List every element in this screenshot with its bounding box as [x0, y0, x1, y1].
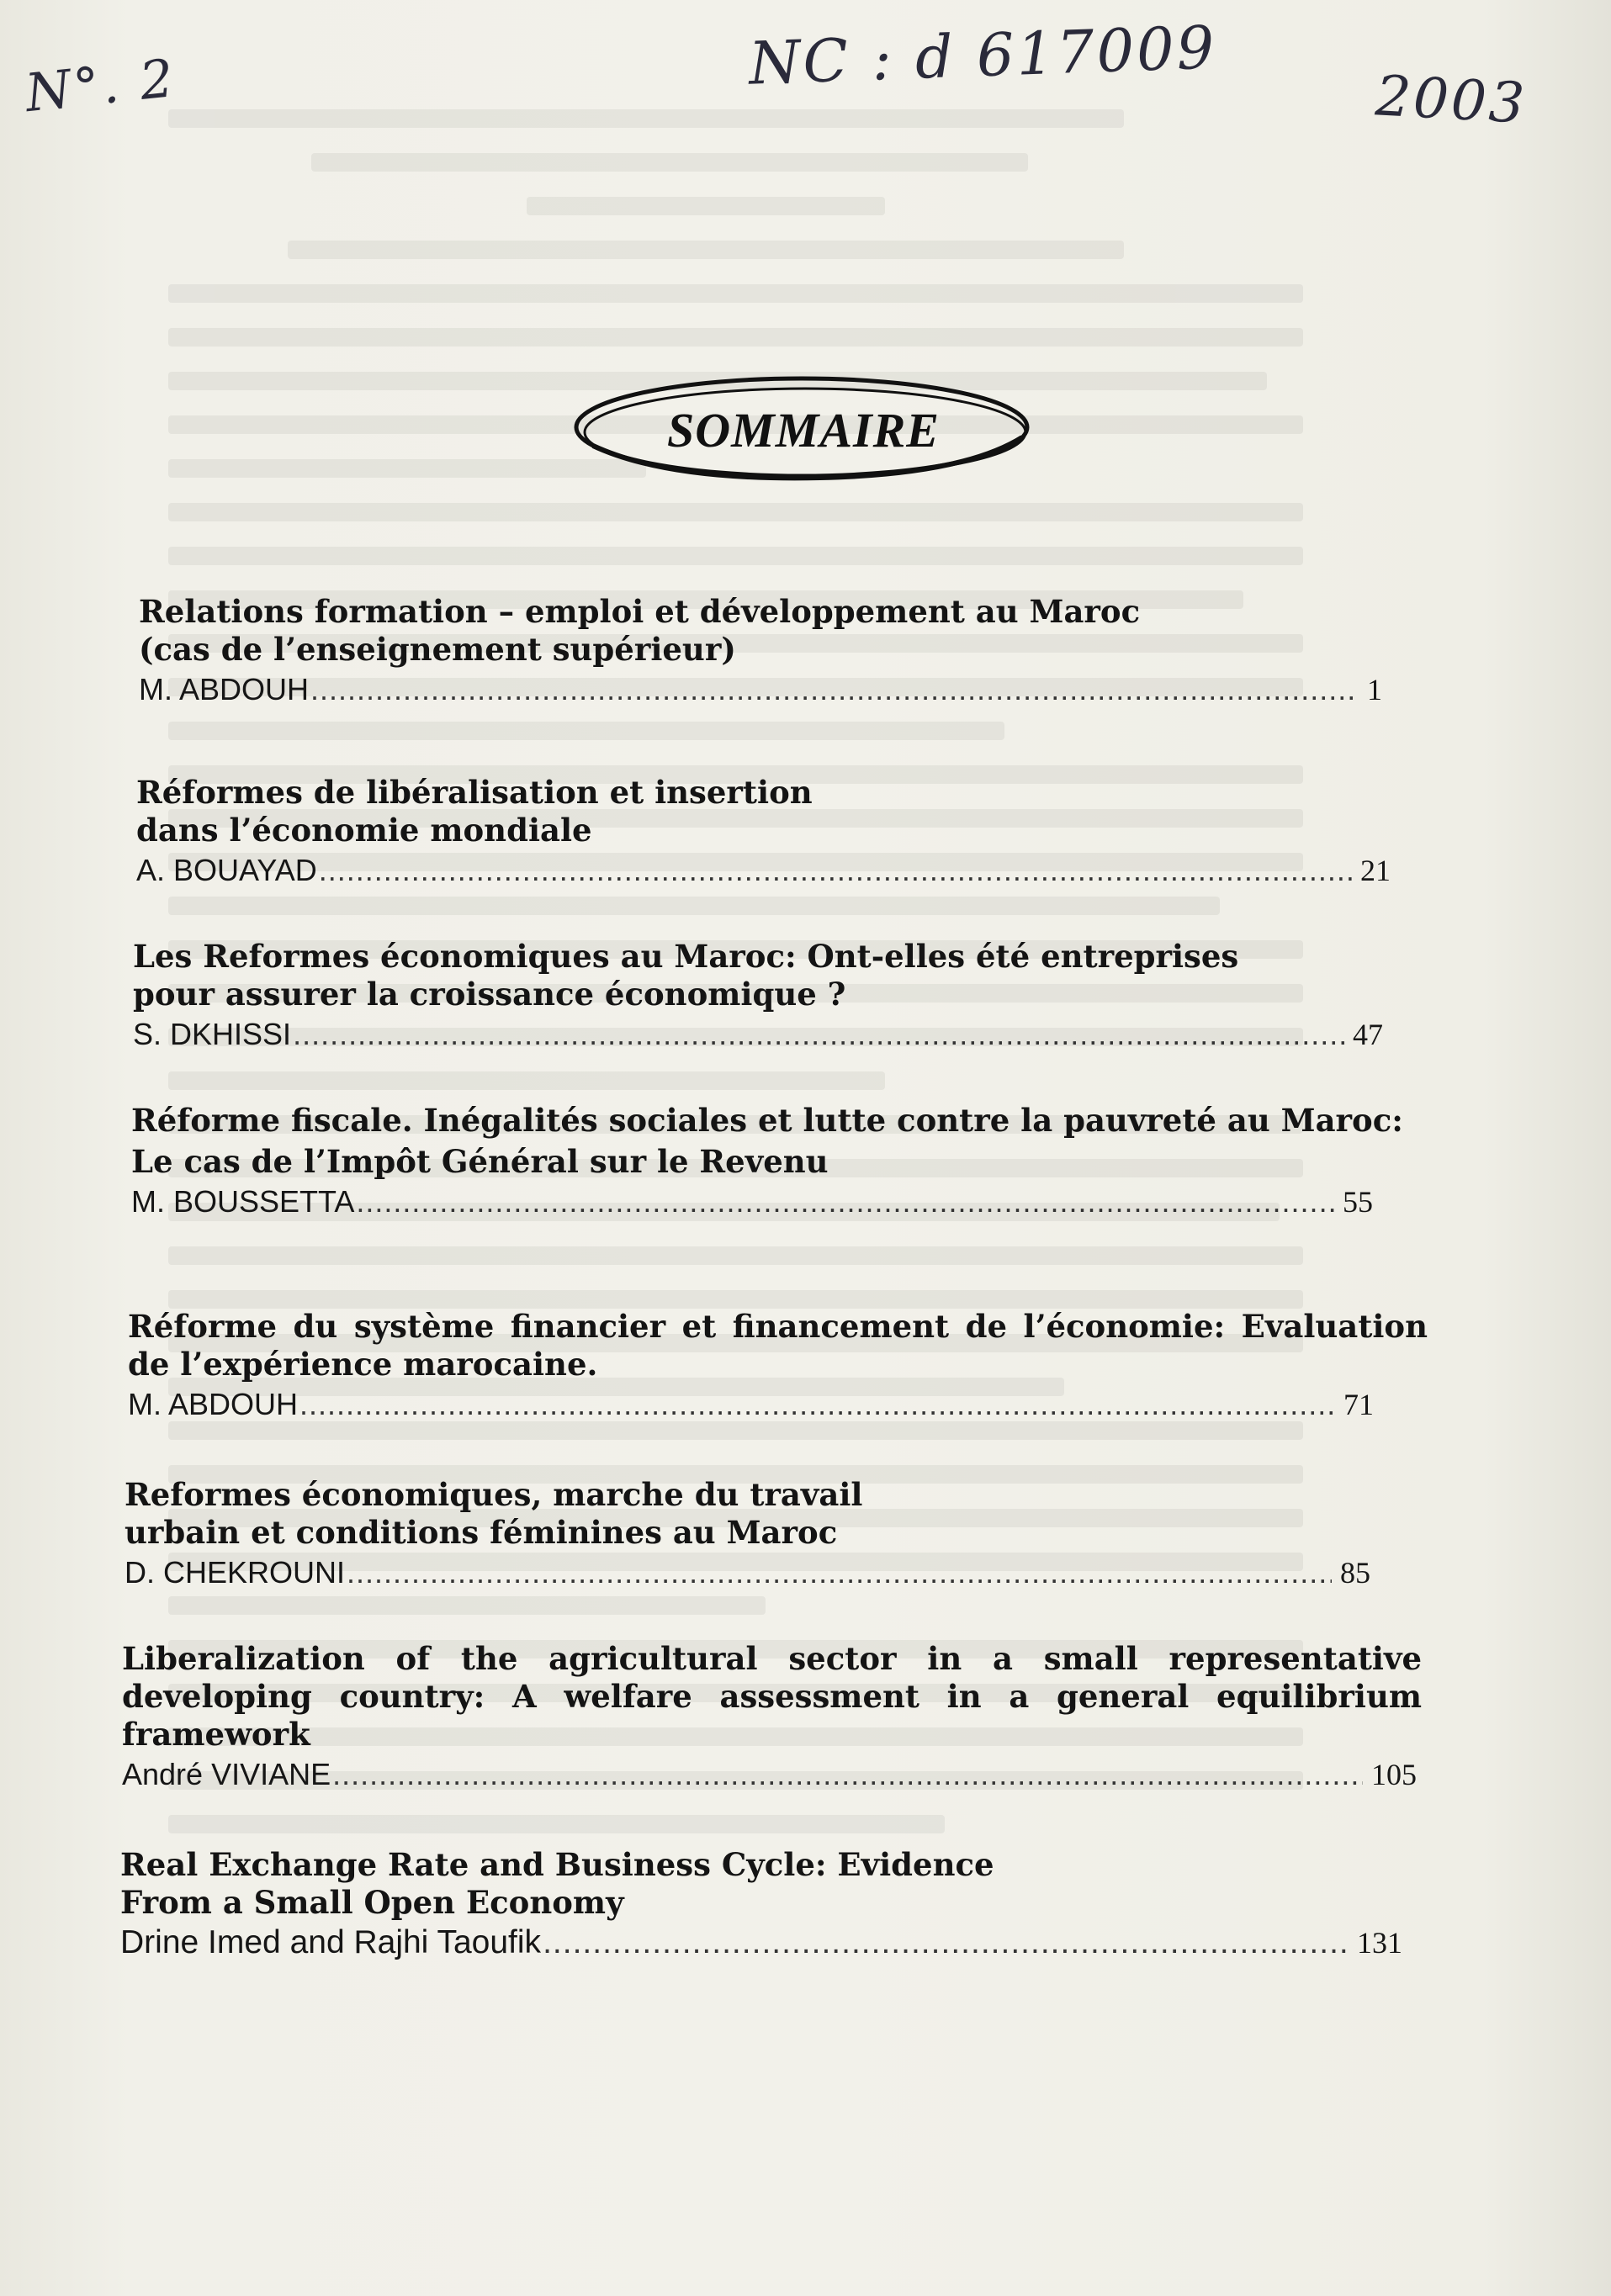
toc-title-line: Real Exchange Rate and Business Cycle: Evidence: [120, 1846, 994, 1883]
toc-author-row: [136, 851, 1411, 890]
toc-title-line: Relations formation – emploi et développement au Maroc: [139, 593, 1141, 630]
toc-page-number: 131: [1357, 1926, 1402, 1960]
toc-author: André VIVIANE: [122, 1757, 331, 1791]
toc-page-number: 55: [1343, 1185, 1373, 1219]
dot-leader: [293, 1015, 1344, 1054]
toc-entry: [139, 593, 1418, 709]
toc-author: D. CHEKROUNI: [125, 1555, 346, 1590]
toc-title-line: urbain et conditions féminines au Maroc: [125, 1514, 838, 1551]
toc-author-row: [120, 1923, 1407, 1962]
toc-author-row: [131, 1182, 1393, 1221]
toc-page-number: 85: [1340, 1556, 1370, 1590]
toc-author: Drine Imed and Rajhi Taoufik: [120, 1924, 542, 1960]
toc-page-number: 1: [1367, 673, 1382, 706]
toc-author-row: [139, 670, 1418, 709]
toc-entry-title: [139, 593, 1418, 669]
toc-title-line: From a Small Open Economy: [120, 1884, 624, 1921]
toc-title-line: pour assurer la croissance économique ?: [133, 976, 846, 1013]
toc-entry: [133, 938, 1403, 1054]
toc-entry-title: [136, 774, 1411, 849]
toc-title-line: Le cas de l’Impôt Général sur le Revenu: [131, 1143, 829, 1180]
toc-entry: [128, 1308, 1428, 1424]
toc-entry: [120, 1846, 1407, 1962]
dot-leader: [543, 1923, 1349, 1962]
toc-entry: [136, 774, 1411, 890]
toc-title-line: dans l’économie mondiale: [136, 812, 592, 849]
page-title: SOMMAIRE: [667, 403, 940, 458]
toc-entry-title: [125, 1476, 1391, 1552]
toc-entry-title: [131, 1102, 1431, 1181]
dot-leader: [310, 670, 1359, 709]
toc-entry: [125, 1476, 1391, 1592]
toc-author: S. DKHISSI: [133, 1017, 292, 1051]
handwritten-year-mark: 2003: [1374, 63, 1529, 136]
toc-title-line: Reformes économiques, marche du travail: [125, 1476, 863, 1513]
toc-title-line: Réformes de libéralisation et insertion: [136, 774, 813, 811]
handwritten-catalog-mark: NC : d 617009: [747, 13, 1218, 98]
toc-author: M. BOUSSETTA: [131, 1184, 355, 1219]
toc-entry-title: [122, 1640, 1422, 1754]
toc-author: A. BOUAYAD: [136, 853, 317, 887]
toc-title-line: Liberalization of the agricultural sector in a small representative developing country: A welfare assessment in a general equilibrium framework: [122, 1640, 1422, 1753]
toc-entry-title: [120, 1846, 1407, 1922]
toc-author-row: [128, 1385, 1394, 1424]
toc-entry-title: [133, 938, 1403, 1013]
toc-author-row: [125, 1553, 1391, 1592]
toc-page-number: 47: [1353, 1018, 1383, 1051]
toc-entry: [131, 1102, 1431, 1221]
toc-title-line: (cas de l’enseignement supérieur): [139, 631, 736, 668]
toc-title-line: Les Reformes économiques au Maroc: Ont-elles été entreprises: [133, 938, 1239, 975]
toc-author: M. ABDOUH: [128, 1387, 299, 1421]
toc-title-line: Réforme du système financier et financement de l’économie: Evaluation de l’expérience marocaine.: [128, 1308, 1428, 1383]
toc-entry: [122, 1640, 1422, 1794]
toc-author-row: [133, 1015, 1403, 1054]
toc-author-row: [122, 1755, 1422, 1794]
dot-leader: [319, 851, 1352, 890]
toc-author: M. ABDOUH: [139, 672, 310, 706]
toc-page-number: 105: [1371, 1758, 1417, 1791]
handwritten-number-mark: N°. 2: [22, 46, 179, 124]
dot-leader: [332, 1755, 1363, 1794]
dot-leader: [347, 1553, 1332, 1592]
toc-title-line: Réforme fiscale. Inégalités sociales et lutte contre la pauvreté au Maroc:: [131, 1102, 1403, 1139]
dot-leader: [299, 1385, 1335, 1424]
toc-page-number: 21: [1360, 854, 1391, 887]
sommaire-heading: [568, 370, 1039, 488]
dot-leader: [356, 1182, 1334, 1221]
toc-entry-title: [128, 1308, 1428, 1383]
toc-page-number: 71: [1343, 1388, 1374, 1421]
